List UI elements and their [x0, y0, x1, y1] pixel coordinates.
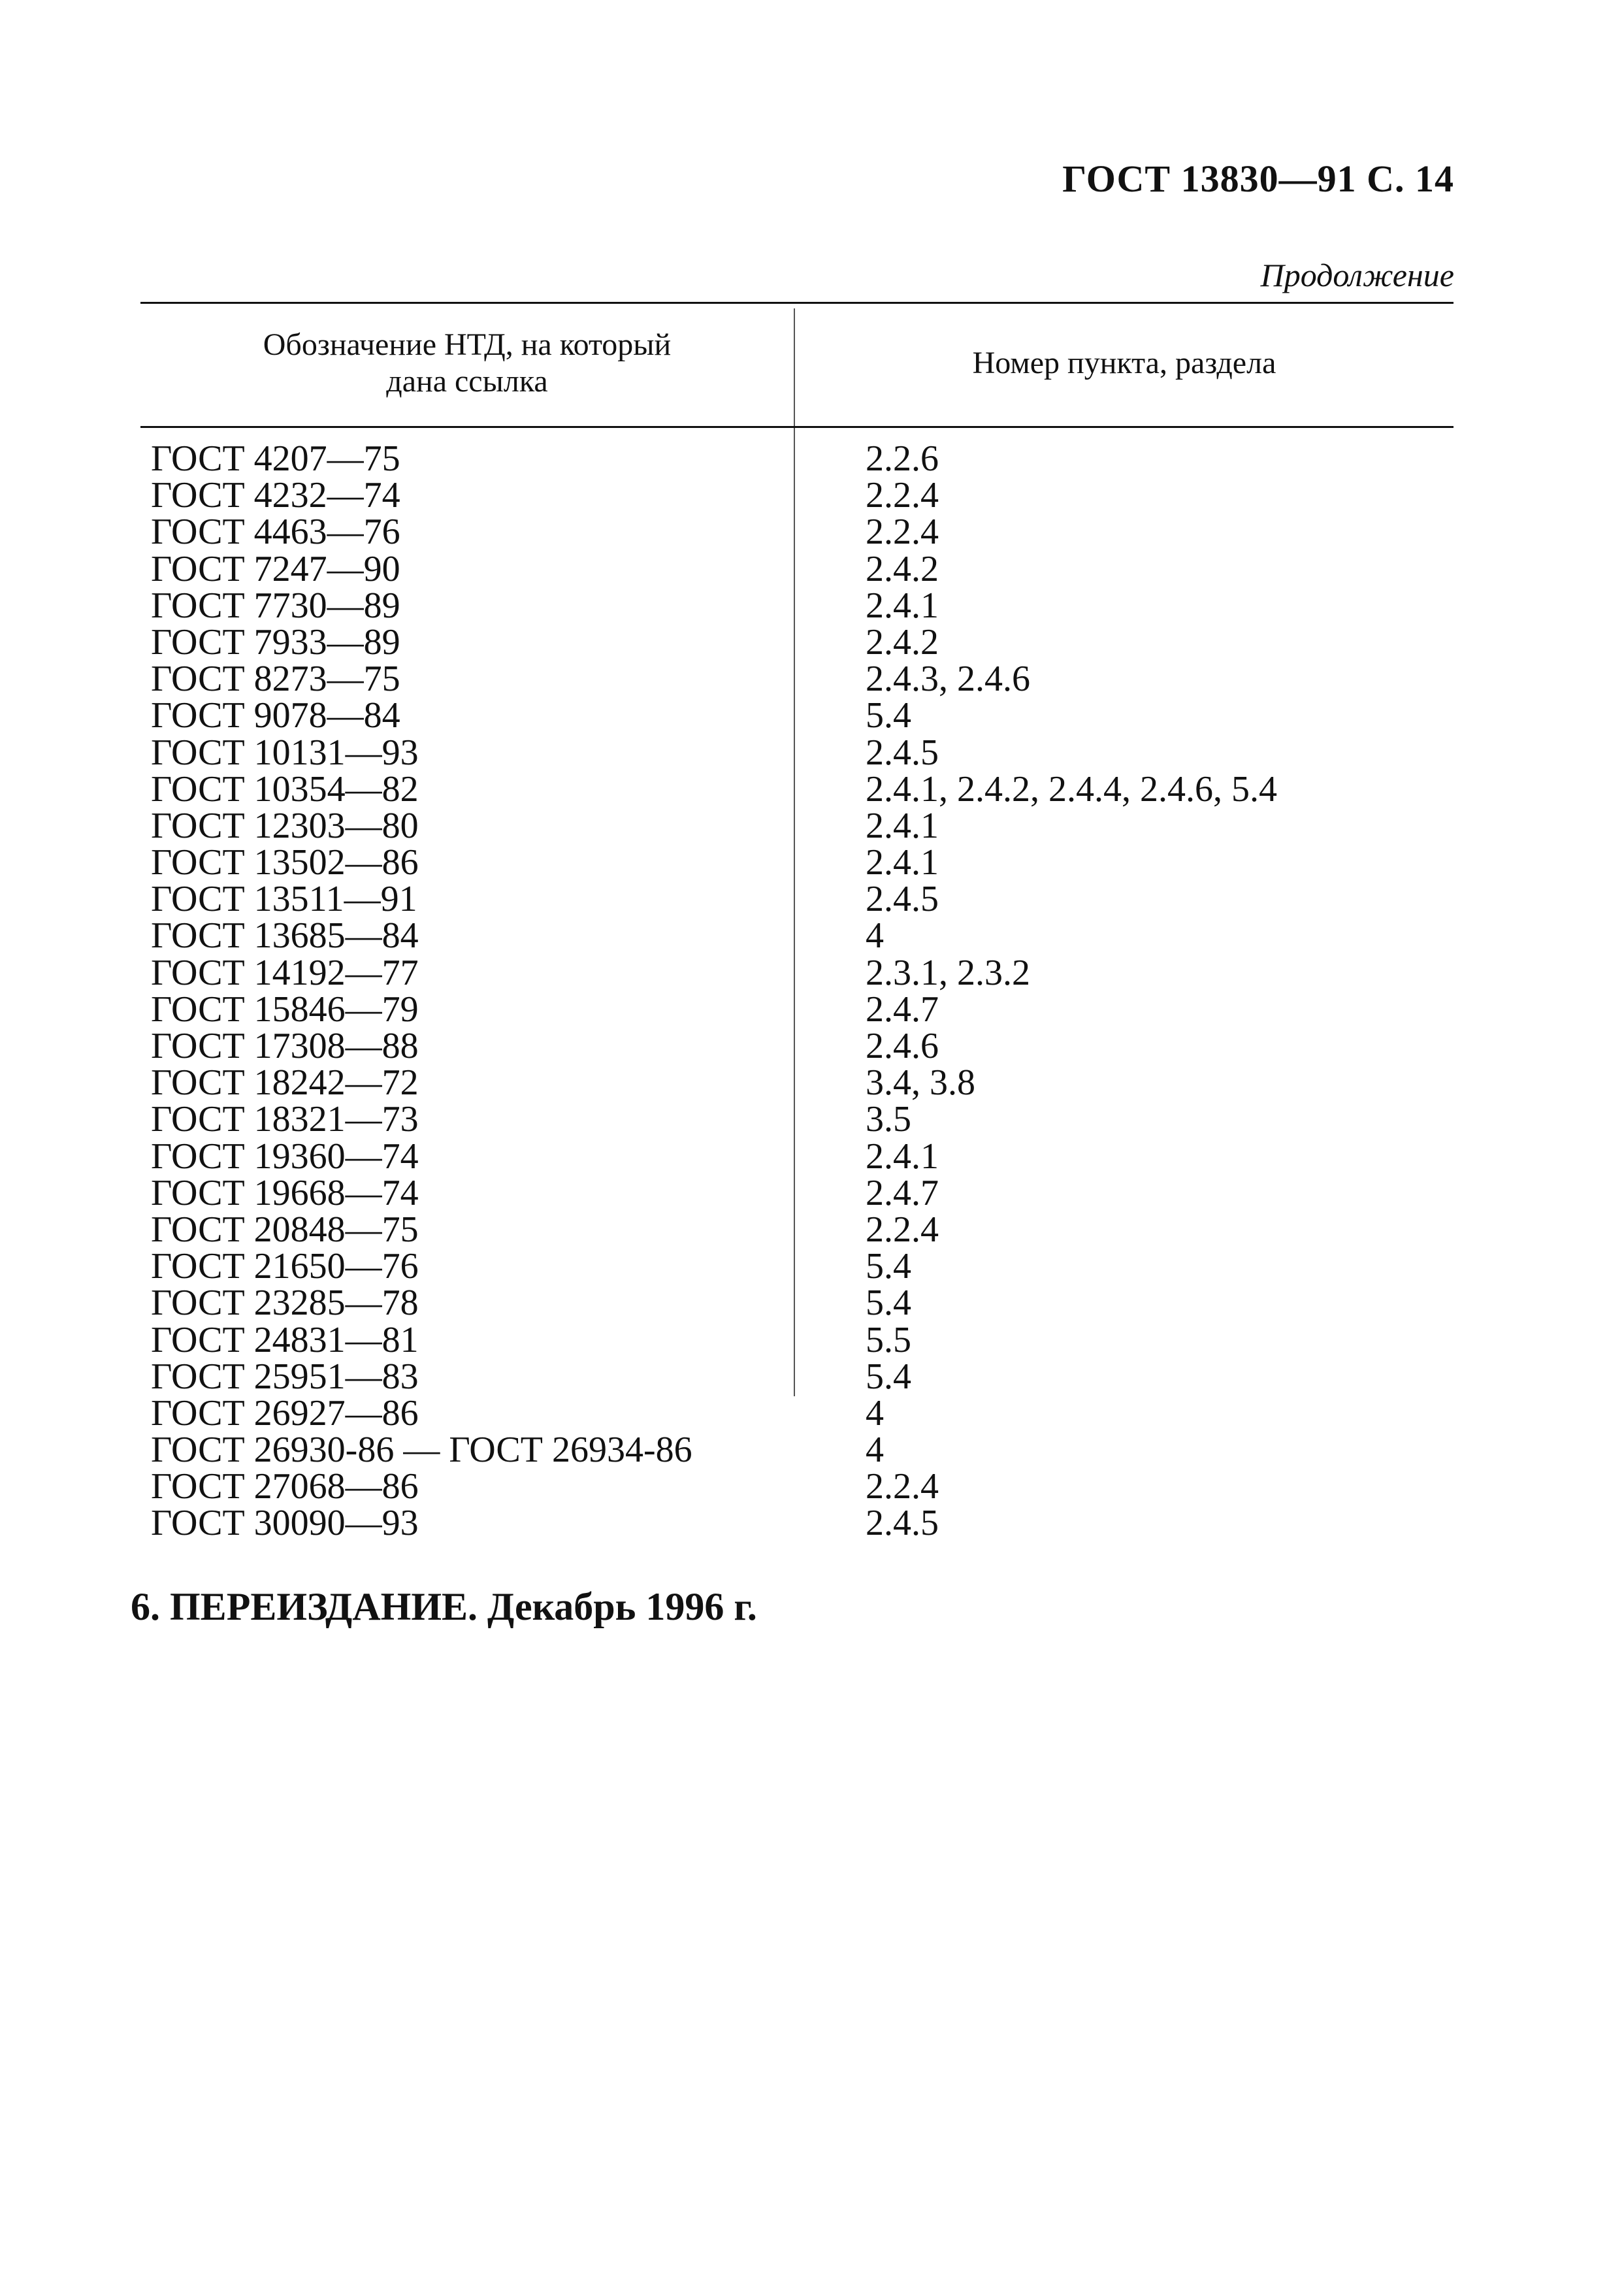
section-reference: 4 — [866, 1430, 884, 1471]
continuation-label: Продолжение — [1260, 257, 1454, 293]
document-designation: ГОСТ 7933—89 — [151, 621, 400, 663]
document-designation: ГОСТ 10354—82 — [151, 768, 419, 810]
table-row — [140, 879, 1453, 920]
section-reference: 5.4 — [866, 1356, 911, 1397]
section-reference: 4 — [866, 915, 884, 957]
table-row — [140, 1283, 1453, 1324]
document-designation: ГОСТ 4463—76 — [151, 512, 400, 553]
section-reference: 5.4 — [866, 1246, 911, 1287]
section-reference: 2.4.1 — [866, 585, 939, 626]
section-reference: 2.4.1 — [866, 1136, 939, 1177]
document-designation: ГОСТ 26930-86 — ГОСТ 26934-86 — [151, 1430, 692, 1471]
column-header-section: Номер пункта, раздела — [972, 346, 1276, 380]
section-reference: 2.4.1 — [866, 805, 939, 846]
table-row — [140, 915, 1453, 957]
section-reference: 2.2.4 — [866, 1209, 939, 1250]
section-reference: 2.4.5 — [866, 1503, 939, 1544]
section-reference: 2.3.1, 2.3.2 — [866, 952, 1030, 993]
table-row — [140, 440, 1453, 477]
page-header: ГОСТ 13830—91 С. 14 — [1062, 157, 1454, 200]
table-row — [140, 1101, 1453, 1138]
table-row — [140, 1430, 1453, 1471]
section-reference: 2.2.4 — [866, 475, 939, 516]
table-row — [140, 734, 1453, 771]
table-row — [140, 1248, 1453, 1285]
reissue-note: 6. ПЕРЕИЗДАНИЕ. Декабрь 1996 г. — [131, 1585, 757, 1628]
section-reference: 3.4, 3.8 — [866, 1062, 975, 1104]
document-designation: ГОСТ 13685—84 — [151, 915, 419, 957]
document-designation: ГОСТ 20848—75 — [151, 1209, 419, 1250]
column-header-document — [140, 327, 794, 400]
section-reference: 2.4.5 — [866, 879, 939, 920]
table-row — [140, 768, 1453, 810]
table-row — [140, 1392, 1453, 1434]
document-designation: ГОСТ 26927—86 — [151, 1392, 419, 1434]
document-designation: ГОСТ 18321—73 — [151, 1099, 419, 1140]
document-designation: ГОСТ 25951—83 — [151, 1356, 419, 1397]
table-row — [140, 548, 1453, 589]
document-designation: ГОСТ 27068—86 — [151, 1466, 419, 1507]
table-row — [140, 991, 1453, 1028]
document-designation: ГОСТ 7730—89 — [151, 585, 400, 626]
document-designation: ГОСТ 13502—86 — [151, 842, 419, 883]
section-reference: 2.4.7 — [866, 1172, 939, 1213]
section-reference: 2.2.6 — [866, 438, 939, 479]
table-row — [140, 1028, 1453, 1064]
table-row — [140, 952, 1453, 993]
document-designation: ГОСТ 14192—77 — [151, 952, 419, 993]
document-designation: ГОСТ 30090—93 — [151, 1503, 419, 1544]
section-reference: 3.5 — [866, 1099, 911, 1140]
document-designation: ГОСТ 23285—78 — [151, 1283, 419, 1324]
document-designation: ГОСТ 7247—90 — [151, 548, 400, 589]
section-reference: 4 — [866, 1392, 884, 1434]
document-designation: ГОСТ 19360—74 — [151, 1136, 419, 1177]
section-reference: 5.4 — [866, 695, 911, 736]
section-reference: 2.4.1 — [866, 842, 939, 883]
document-designation: ГОСТ 19668—74 — [151, 1172, 419, 1213]
header-bottom-rule — [140, 426, 1453, 428]
table-row — [140, 1138, 1453, 1175]
document-designation: ГОСТ 17308—88 — [151, 1026, 419, 1066]
table-row — [140, 1172, 1453, 1213]
section-reference: 2.4.2 — [866, 548, 939, 589]
section-reference: 2.2.4 — [866, 512, 939, 553]
table-row — [140, 844, 1453, 881]
document-designation: ГОСТ 8273—75 — [151, 659, 400, 700]
table-row — [140, 697, 1453, 734]
table-row — [140, 1211, 1453, 1248]
table-row — [140, 1062, 1453, 1104]
table-row — [140, 1503, 1453, 1544]
section-reference: 2.4.1, 2.4.2, 2.4.4, 2.4.6, 5.4 — [866, 768, 1277, 810]
table-row — [140, 1319, 1453, 1360]
section-reference: 2.4.2 — [866, 621, 939, 663]
table-row — [140, 621, 1453, 663]
table-row — [140, 659, 1453, 700]
table-row — [140, 1468, 1453, 1505]
document-designation: ГОСТ 13511—91 — [151, 879, 417, 920]
document-designation: ГОСТ 12303—80 — [151, 805, 419, 846]
section-reference: 5.4 — [866, 1283, 911, 1324]
column-header-document-line2: дана ссылка — [386, 364, 548, 399]
column-header-document-line1: Обозначение НТД, на который — [263, 327, 672, 362]
document-designation: ГОСТ 10131—93 — [151, 732, 419, 773]
table-row — [140, 805, 1453, 846]
table-row — [140, 1358, 1453, 1395]
table-row — [140, 477, 1453, 514]
document-designation: ГОСТ 21650—76 — [151, 1246, 419, 1287]
document-designation: ГОСТ 15846—79 — [151, 989, 419, 1030]
document-designation: ГОСТ 4207—75 — [151, 438, 400, 479]
section-reference: 5.5 — [866, 1319, 911, 1360]
section-reference: 2.4.5 — [866, 732, 939, 773]
table-row — [140, 587, 1453, 624]
section-reference: 2.4.7 — [866, 989, 939, 1030]
document-designation: ГОСТ 18242—72 — [151, 1062, 419, 1104]
document-designation: ГОСТ 24831—81 — [151, 1319, 419, 1360]
section-reference: 2.4.3, 2.4.6 — [866, 659, 1030, 700]
table-row — [140, 512, 1453, 553]
section-reference: 2.2.4 — [866, 1466, 939, 1507]
table-top-rule — [140, 302, 1453, 304]
document-designation: ГОСТ 9078—84 — [151, 695, 400, 736]
section-reference: 2.4.6 — [866, 1026, 939, 1066]
table-body — [140, 440, 1453, 1542]
document-designation: ГОСТ 4232—74 — [151, 475, 400, 516]
